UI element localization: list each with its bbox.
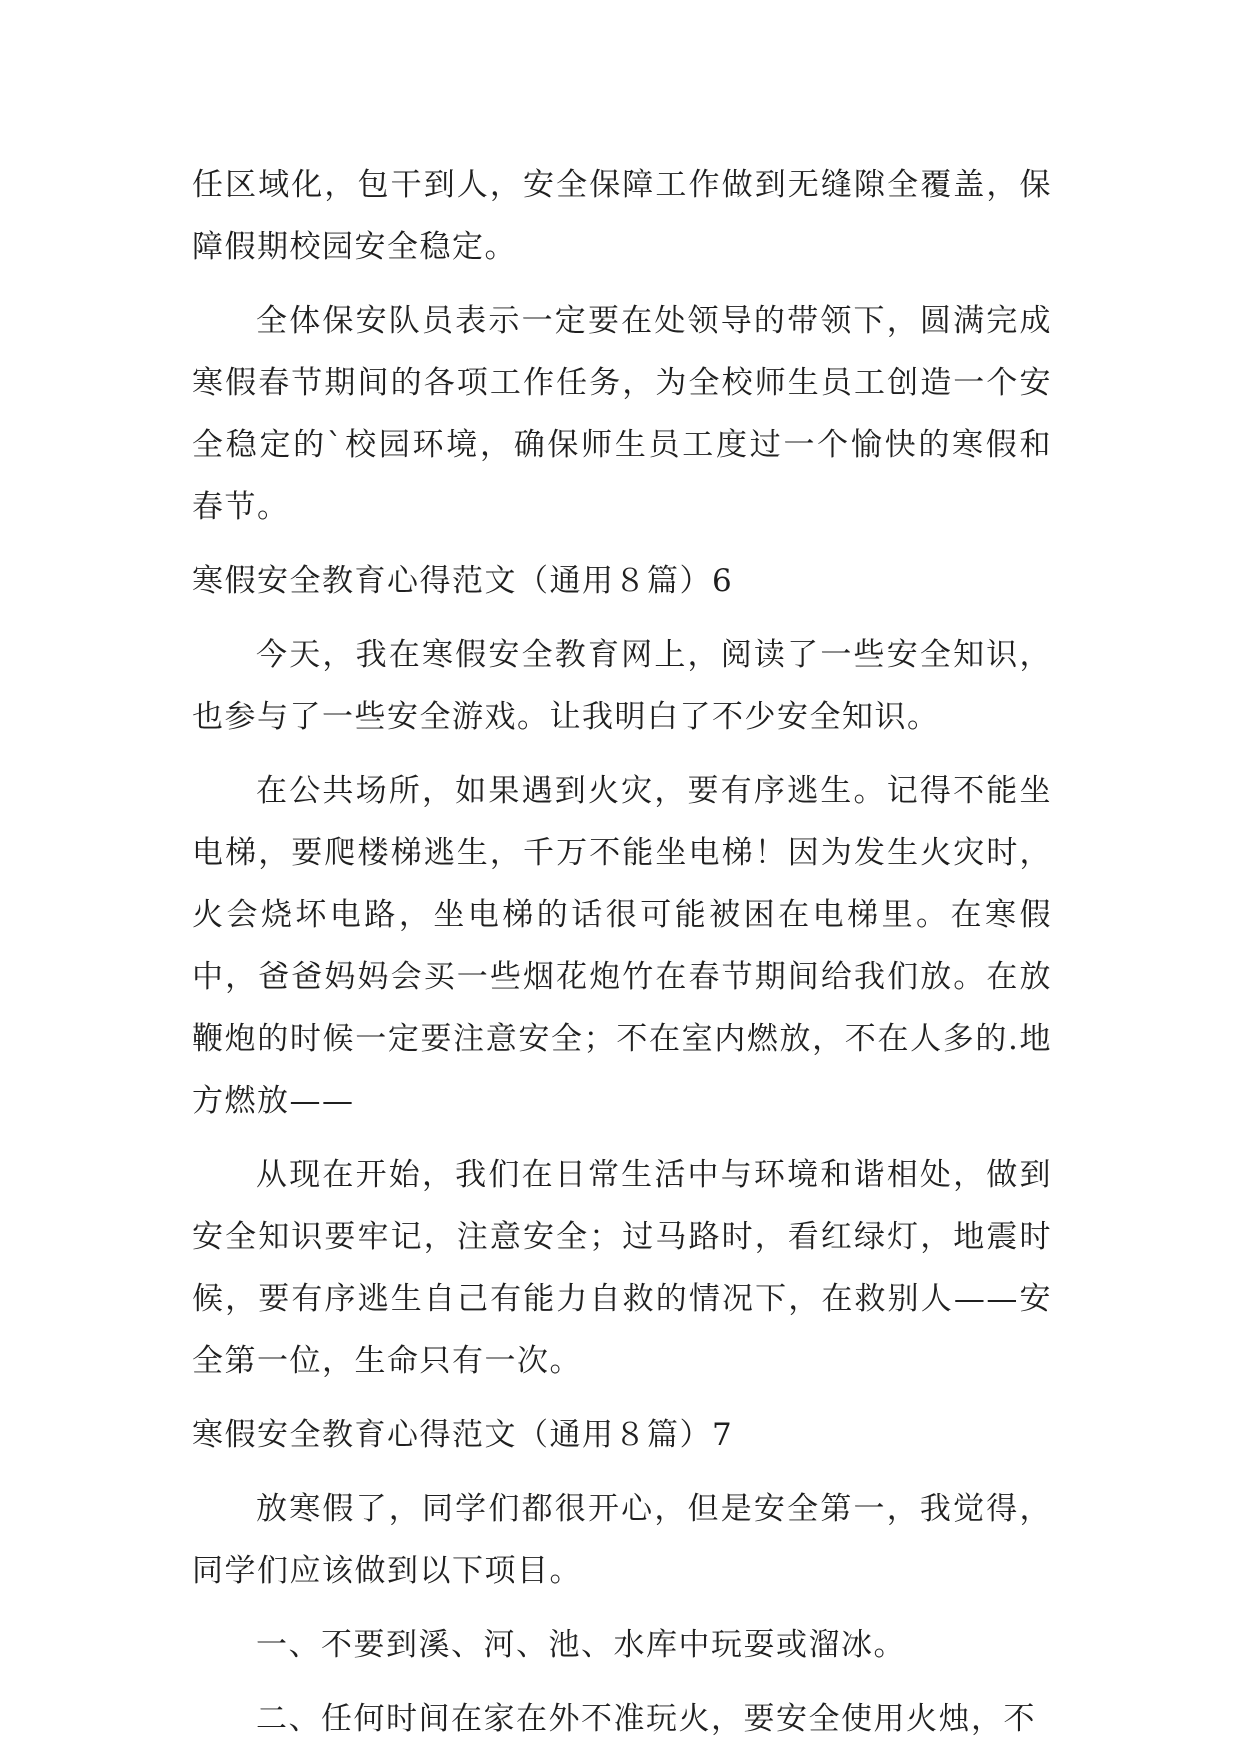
- paragraph-winter-break: 放寒假了，同学们都很开心，但是安全第一，我觉得，同学们应该做到以下项目。: [192, 1491, 1052, 1589]
- section-heading-6: 寒假安全教育心得范文（通用８篇）6: [192, 563, 734, 599]
- list-item-2: 二、任何时间在家在外不准玩火，要安全使用火烛，不: [256, 1701, 1036, 1737]
- paragraph-continued: 任区域化，包干到人，安全保障工作做到无缝隙全覆盖，保障假期校园安全稳定。: [192, 167, 1052, 265]
- list-item-1: 一、不要到溪、河、池、水库中玩耍或溜冰。: [256, 1627, 906, 1663]
- paragraph-today-reading: 今天，我在寒假安全教育网上，阅读了一些安全知识，也参与了一些安全游戏。让我明白了不少安全知识。: [192, 637, 1052, 735]
- document-body: [192, 154, 1052, 1750]
- paragraph-security-staff: 全体保安队员表示一定要在处领导的带领下，圆满完成寒假春节期间的各项工作任务，为全校师生员工创造一个安全稳定的`校园环境，确保师生员工度过一个愉快的寒假和春节。: [192, 303, 1052, 525]
- paragraph-from-now-on: 从现在开始，我们在日常生活中与环境和谐相处，做到安全知识要牢记，注意安全；过马路时，看红绿灯，地震时候，要有序逃生自己有能力自救的情况下，在救别人——安全第一位，生命只有一次。: [192, 1157, 1052, 1379]
- section-heading-7: 寒假安全教育心得范文（通用８篇）7: [192, 1417, 734, 1453]
- paragraph-fire-escape: 在公共场所，如果遇到火灾，要有序逃生。记得不能坐电梯，要爬楼梯逃生，千万不能坐电梯！因为发生火灾时，火会烧坏电路，坐电梯的话很可能被困在电梯里。在寒假中，爸爸妈妈会买一些烟花炮竹在春节期间给我们放。在放鞭炮的时候一定要注意安全；不在室内燃放，不在人多的.地方燃放——: [192, 773, 1052, 1119]
